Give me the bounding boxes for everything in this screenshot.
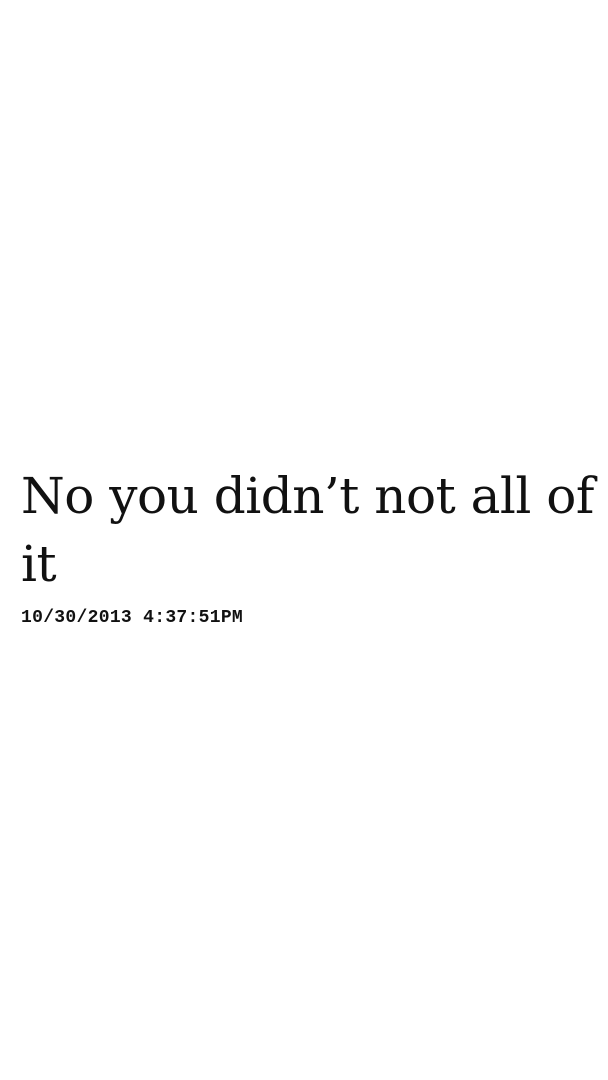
message-block xyxy=(21,462,596,628)
message-text: No you didn’t not all of it xyxy=(21,467,594,593)
message-timestamp: 10/30/2013 4:37:51PM xyxy=(21,608,244,628)
